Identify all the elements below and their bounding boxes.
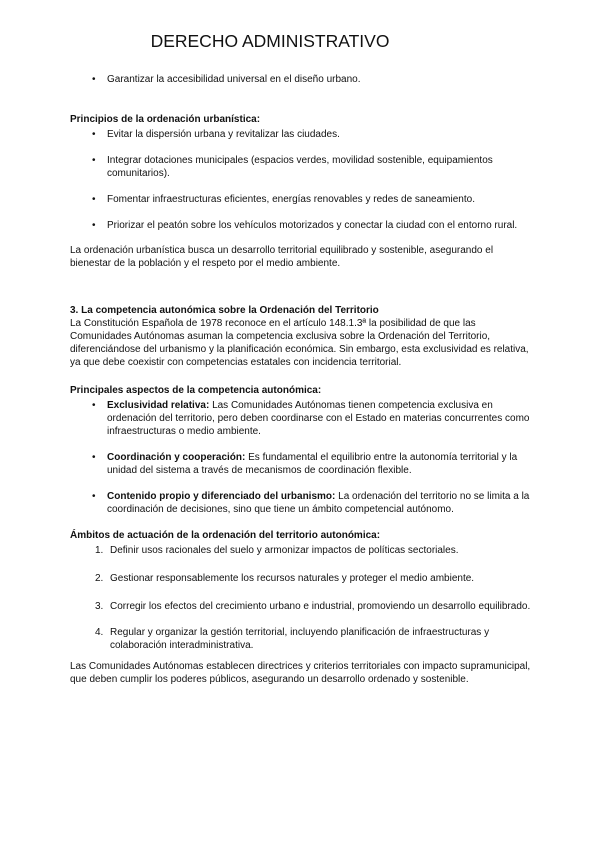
aspectos-bullet-list	[70, 399, 532, 516]
list-item	[95, 544, 532, 557]
list-item	[92, 154, 532, 180]
bullet-icon: •	[92, 74, 96, 85]
list-item	[92, 451, 532, 477]
list-text: Gestionar responsablemente los recursos naturales y proteger el medio ambiente.	[110, 573, 475, 584]
bullet-icon: •	[92, 491, 96, 502]
bullet-body: Las Comunidades Autónomas tienen competencia exclusiva en ordenación del territorio, pero deben coordinarse con el Estado en materias concurrentes como infraestructuras o medio ambiente.	[107, 400, 530, 437]
list-text: Regular y organizar la gestión territorial, incluyendo planificación de infraestructuras y colaboración interadministrativa.	[110, 627, 490, 651]
bullet-icon: •	[92, 129, 96, 140]
ambitos-numbered-list	[70, 544, 532, 652]
list-item	[92, 219, 532, 232]
bullet-text: Garantizar la accesibilidad universal en el diseño urbano.	[107, 74, 361, 85]
list-number: 4.	[95, 627, 104, 638]
bullet-text	[107, 399, 532, 438]
list-number: 1.	[95, 545, 104, 556]
paragraph-principios-closing: La ordenación urbanística busca un desarrollo territorial equilibrado y sostenible, asegurando el bienestar de la población y el respeto por el medio ambiente.	[70, 245, 494, 269]
list-item	[92, 193, 532, 206]
bullet-text: Evitar la dispersión urbana y revitalizar las ciudades.	[107, 129, 340, 140]
section-heading-aspectos: Principales aspectos de la competencia autonómica:	[70, 385, 322, 396]
bullet-icon: •	[92, 194, 96, 205]
section-heading-ambitos: Ámbitos de actuación de la ordenación del territorio autonómica:	[70, 530, 381, 541]
bullet-body: Es fundamental el equilibrio entre la autonomía territorial y la unidad del sistema a través de mecanismos de coordinación flexible.	[107, 452, 518, 476]
list-item	[95, 600, 532, 613]
bullet-text: Priorizar el peatón sobre los vehículos motorizados y conectar la ciudad con el entorno rural.	[107, 220, 518, 231]
list-item	[95, 626, 532, 652]
paragraph-competencia-intro: La Constitución Española de 1978 reconoce en el artículo 148.1.3ª la posibilidad de que las Comunidades Autónomas asuman la competencia exclusiva sobre la Ordenación del Territorio, diferenciándose del urbanismo y la planificación económica. Sin embargo, esta exclusividad es relativa, ya que debe coexistir con competencias estatales con incidencia territorial.	[70, 318, 529, 368]
bullet-lead: Contenido propio y diferenciado del urbanismo:	[107, 491, 336, 502]
bullet-text	[107, 490, 532, 516]
list-number: 3.	[95, 601, 104, 612]
list-text: Definir usos racionales del suelo y armonizar impactos de políticas sectoriales.	[110, 545, 459, 556]
list-item	[92, 399, 532, 438]
list-item	[92, 490, 532, 516]
bullet-text	[107, 451, 532, 477]
list-number: 2.	[95, 573, 104, 584]
section-heading-principios: Principios de la ordenación urbanística:	[70, 114, 261, 125]
bullet-icon: •	[92, 220, 96, 231]
list-text: Corregir los efectos del crecimiento urbano e industrial, promoviendo un desarrollo equilibrado.	[110, 601, 531, 612]
list-item	[92, 73, 532, 86]
bullet-icon: •	[92, 155, 96, 166]
paragraph-closing: Las Comunidades Autónomas establecen directrices y criterios territoriales con impacto supramunicipal, que deben cumplir los poderes públicos, asegurando un desarrollo ordenado y sostenible.	[70, 661, 531, 685]
document-title: DERECHO ADMINISTRATIVO	[150, 31, 390, 51]
bullet-text: Integrar dotaciones municipales (espacios verdes, movilidad sostenible, equipamientos comunitarios).	[107, 155, 493, 179]
bullet-text: Fomentar infraestructuras eficientes, energías renovables y redes de saneamiento.	[107, 194, 475, 205]
bullet-body: La ordenación del territorio no se limita a la coordinación de decisiones, sino que tiene un ámbito competencial autónomo.	[107, 491, 530, 515]
list-item	[92, 128, 532, 141]
bullet-icon: •	[92, 400, 96, 411]
bullet-lead: Exclusividad relativa:	[107, 400, 210, 411]
bullet-icon: •	[92, 452, 96, 463]
principios-bullet-list	[70, 128, 532, 232]
intro-bullet-list	[70, 73, 532, 86]
list-item	[95, 572, 532, 585]
bullet-lead: Coordinación y cooperación:	[107, 452, 246, 463]
section-heading-competencia: 3. La competencia autonómica sobre la Ordenación del Territorio	[70, 305, 379, 316]
